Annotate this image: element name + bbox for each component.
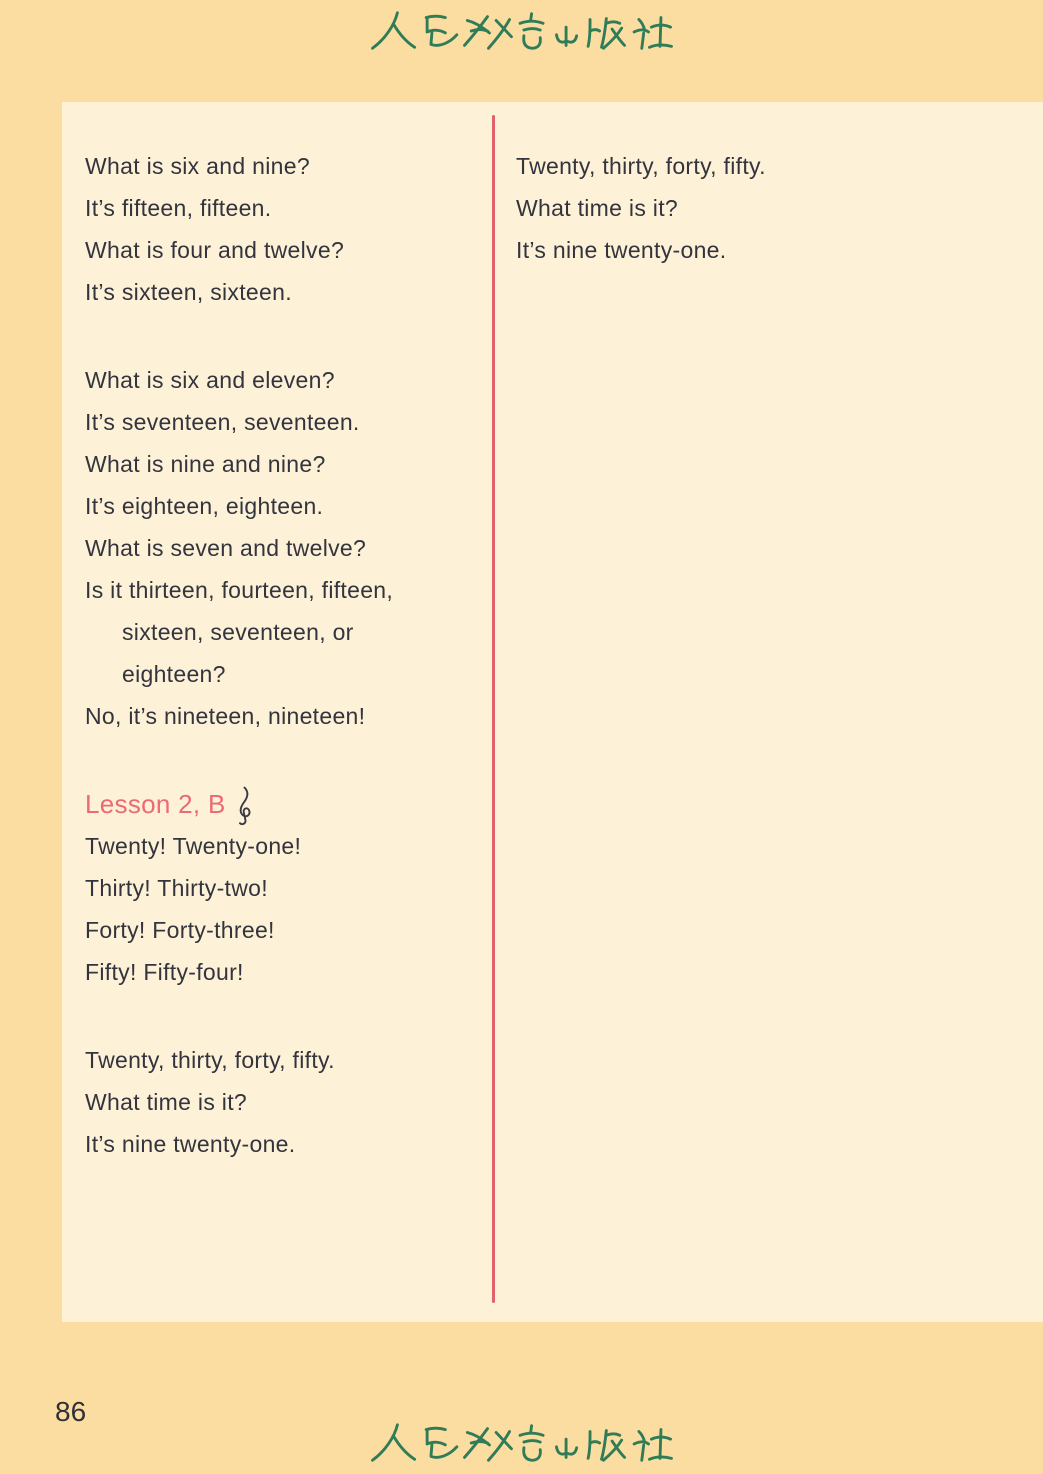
text-line: What is nine and nine? bbox=[85, 451, 326, 477]
text-line: It’s seventeen, seventeen. bbox=[85, 409, 360, 435]
text-line: Twenty, thirty, forty, fifty. bbox=[516, 153, 766, 179]
text-line: Twenty, thirty, forty, fifty. bbox=[85, 1047, 335, 1073]
text-line: It’s eighteen, eighteen. bbox=[85, 493, 324, 519]
verse-block-3 bbox=[85, 825, 393, 993]
text-line: What is seven and twelve? bbox=[85, 535, 367, 561]
text-line: What is six and nine? bbox=[85, 153, 310, 179]
verse-block-1 bbox=[85, 145, 393, 313]
left-column bbox=[85, 145, 393, 1165]
text-line: Is it thirteen, fourteen, fifteen, bbox=[85, 577, 394, 603]
text-line: It’s nine twenty-one. bbox=[85, 1131, 296, 1157]
lesson-heading: Lesson 2, B bbox=[85, 789, 226, 819]
verse-block-2 bbox=[85, 359, 393, 737]
publisher-logo-bottom bbox=[0, 1420, 1043, 1466]
page-number: 86 bbox=[55, 1396, 87, 1427]
text-line: It’s sixteen, sixteen. bbox=[85, 279, 292, 305]
text-line: eighteen? bbox=[122, 661, 226, 687]
verse-block-4 bbox=[85, 1039, 393, 1165]
publisher-logo-top bbox=[0, 8, 1043, 54]
text-line: What is four and twelve? bbox=[85, 237, 345, 263]
lesson-heading-row bbox=[85, 783, 393, 825]
text-line: Forty! Forty-three! bbox=[85, 917, 275, 943]
calligraphy-logo-icon bbox=[368, 1420, 676, 1466]
treble-clef-icon bbox=[236, 786, 253, 826]
content-panel bbox=[62, 102, 1043, 1322]
text-line: Fifty! Fifty-four! bbox=[85, 959, 244, 985]
text-line: What time is it? bbox=[516, 195, 679, 221]
text-line: Twenty! Twenty-one! bbox=[85, 833, 302, 859]
calligraphy-logo-icon bbox=[368, 8, 676, 54]
column-divider bbox=[492, 115, 495, 1303]
text-line: sixteen, seventeen, or bbox=[122, 619, 354, 645]
verse-block-5 bbox=[516, 145, 766, 271]
right-column bbox=[516, 145, 766, 271]
text-line: No, it’s nineteen, nineteen! bbox=[85, 703, 366, 729]
text-line: Thirty! Thirty-two! bbox=[85, 875, 268, 901]
text-line: It’s nine twenty-one. bbox=[516, 237, 727, 263]
text-line: It’s fifteen, fifteen. bbox=[85, 195, 272, 221]
text-line: What is six and eleven? bbox=[85, 367, 335, 393]
text-line: What time is it? bbox=[85, 1089, 248, 1115]
